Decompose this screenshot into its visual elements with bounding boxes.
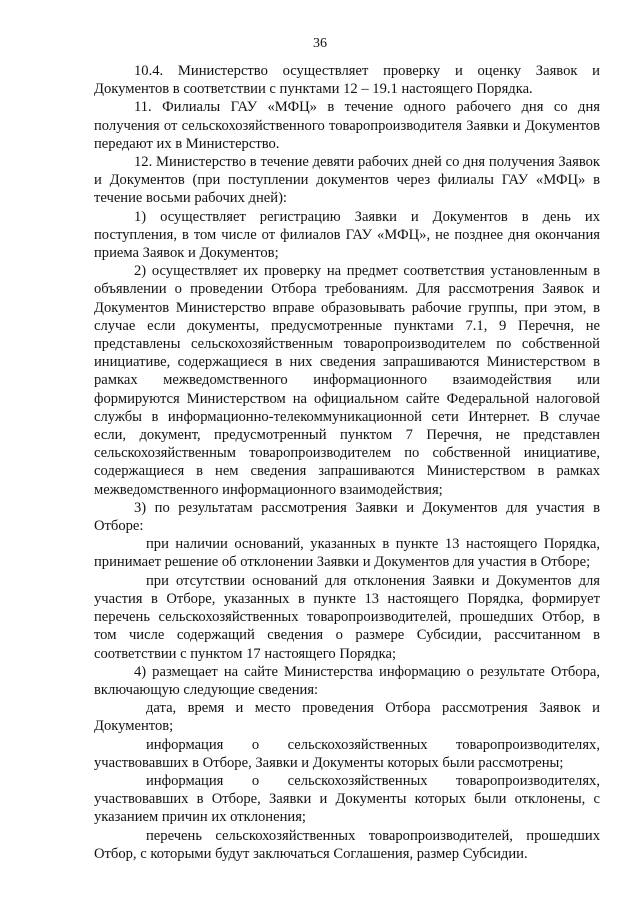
paragraph-item-3-reject: при наличии оснований, указанных в пункте 13 настоящего Порядка, принимает решение об отклонении Заявки и Документов для участия в Отборе; (94, 536, 600, 571)
paragraph-item-4-date: дата, время и место проведения Отбора рассмотрения Заявок и Документов; (94, 700, 600, 735)
paragraph-12-item-4: 4) размещает на сайте Министерства информацию о результате Отбора, включающую следующие сведения: (94, 663, 600, 698)
paragraph-item-3-list: при отсутствии оснований для отклонения Заявки и Документов для участия в Отборе, указанных в пункте 13 настоящего Порядка, формирует перечень сельскохозяйственных товаропроизводителей, прошедших Отбор, в том числе содержащий сведения о размере Субсидии, рассчитанном в соответствии с пунктом 17 настоящего Порядка; (94, 572, 600, 662)
paragraph-item-4-rejected: информация о сельскохозяйственных товаропроизводителях, участвовавших в Отборе, Заявки и Документы которых были отклонены, с указанием причин их отклонения; (94, 772, 600, 826)
paragraph-12: 12. Министерство в течение девяти рабочих дней со дня получения Заявок и Документов (при поступлении документов через филиалы ГАУ «МФЦ» в течение восьми рабочих дней): (94, 154, 600, 207)
paragraph-12-item-3: 3) по результатам рассмотрения Заявки и Документов для участия в Отборе: (94, 499, 600, 535)
paragraph-10-4: 10.4. Министерство осуществляет проверку и оценку Заявок и Документов в соответствии с пунктами 12 – 19.1 настоящего Порядка. (94, 63, 600, 98)
paragraph-12-item-2: 2) осуществляет их проверку на предмет соответствия установленным в объявлении о проведении Отбора требованиям. Для рассмотрения Заявок и Документов Министерство вправе образовывать рабочие группы, при этом, в случае если документы, предусмотренные пунктами 7.1, 9 Перечня, не представлены сельскохозяйственным товаропроизводителем по собственной инициативе, содержащиеся в них сведения запрашиваются Министерством в рамках межведомственного информационного взаимодействия или формируются Министерством на официальном сайте Федеральной налоговой службы в информационно-телекоммуникационной сети Интернет. В случае если, документ, предусмотренный пунктом 7 Перечня, не представлен сельскохозяйственным товаропроизводителем по собственной инициативе, содержащиеся в нем сведения запрашиваются Министерством в рамках межведомственного информационного взаимодействия; (94, 263, 600, 498)
paragraph-item-4-reviewed: информация о сельскохозяйственных товаропроизводителях, участвовавших в Отборе, Заявки и Документы которых были рассмотрены; (94, 736, 600, 771)
page-body (94, 62, 600, 863)
paragraph-item-4-passed: перечень сельскохозяйственных товаропроизводителей, прошедших Отбор, с которыми будут заключаться Соглашения, размер Субсидии. (94, 827, 600, 862)
page-number: 36 (313, 36, 327, 51)
paragraph-11: 11. Филиалы ГАУ «МФЦ» в течение одного рабочего дня со дня получения от сельскохозяйственного товаропроизводителя Заявки и Документов передают их в Министерство. (94, 99, 600, 152)
paragraph-12-item-1: 1) осуществляет регистрацию Заявки и Документов в день их поступления, в том числе от филиалов ГАУ «МФЦ», не позднее дня окончания приема Заявок и Документов; (94, 208, 600, 262)
